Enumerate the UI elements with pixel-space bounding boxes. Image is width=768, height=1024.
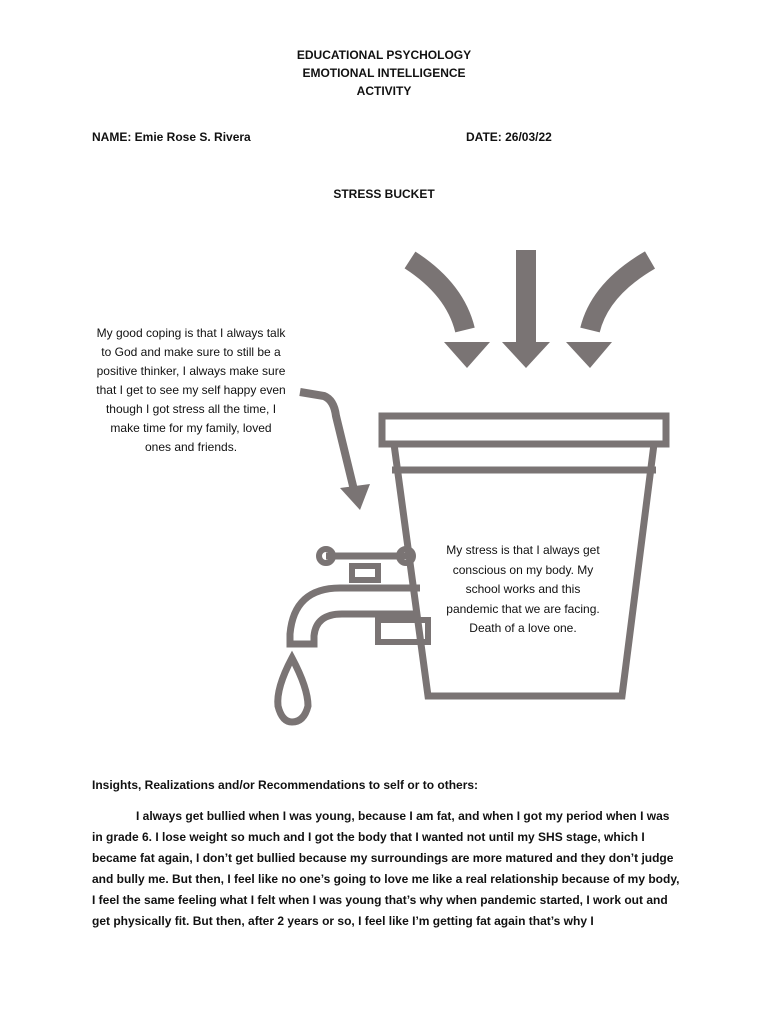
document-header [0, 46, 768, 100]
faucet-icon [290, 549, 428, 644]
coping-arrow-icon [300, 392, 370, 510]
insights-heading: Insights, Realizations and/or Recommendations to self or to others: [92, 778, 479, 792]
header-line-1: EDUCATIONAL PSYCHOLOGY [296, 48, 472, 62]
left-arrowhead-icon [444, 342, 490, 368]
stress-bucket-diagram [260, 244, 690, 744]
right-arrowhead-icon [566, 342, 612, 368]
water-drop-icon [278, 658, 308, 722]
student-name: NAME: Emie Rose S. Rivera [92, 130, 251, 144]
stress-text: My stress is that I always get conscious on my body. My school works and this pandemic that we are facing. Death of a love one. [446, 543, 600, 635]
center-arrowhead-icon [502, 342, 550, 368]
coping-text: My good coping is that I always talk to God and make sure to still be a positive thinker, I always make sure that I get to see my self happy even though I got stress all the time, I make time for my family, loved ones and friends. [96, 326, 286, 454]
left-curved-arrow-icon [410, 260, 465, 330]
insights-body: I always get bullied when I was young, because I am fat, and when I got my period when I was in grade 6. I lose weight so much and I got the body that I wanted not until my SHS stage, which I became fat again, I don’t get bullied because my surroundings are more matured and they don’t judge and bully me. But then, I feel like no one’s going to love me like a real relationship because of my body, I feel the same feeling what I felt when I was young that’s why when pandemic started, I work out and get physically fit. But then, after 2 years or so, I feel like I’m getting fat again that’s why I [92, 809, 680, 928]
bucket-rim [382, 416, 666, 444]
header-line-3: ACTIVITY [356, 84, 412, 98]
inflow-arrows [410, 250, 650, 368]
section-title: STRESS BUCKET [333, 187, 435, 201]
right-curved-arrow-icon [590, 260, 650, 330]
header-line-2: EMOTIONAL INTELLIGENCE [302, 66, 466, 80]
activity-date: DATE: 26/03/22 [466, 130, 552, 144]
